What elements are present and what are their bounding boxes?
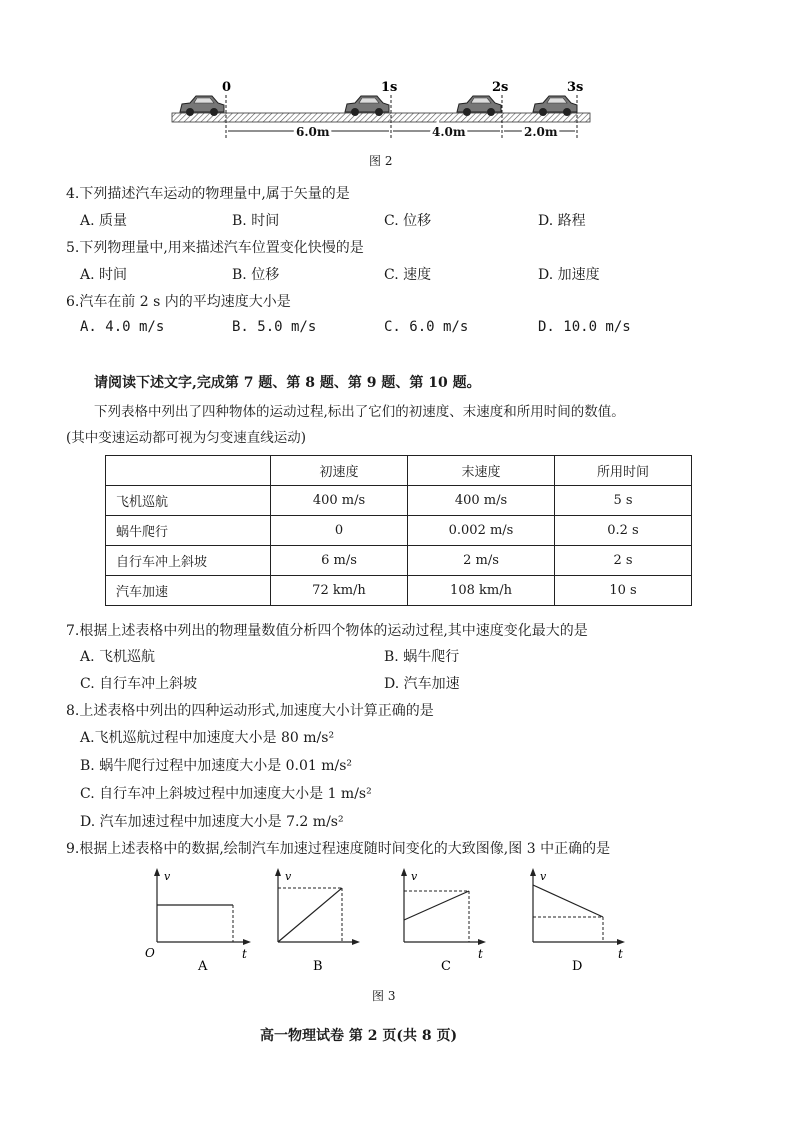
graph-c-label: C bbox=[441, 959, 451, 974]
q4-option-d[interactable]: D. 路程 bbox=[538, 213, 586, 229]
time-label-3: 3s bbox=[567, 80, 584, 95]
table-cell: 2 s bbox=[555, 546, 692, 576]
graph-c[interactable] bbox=[401, 868, 486, 974]
q6-option-c[interactable]: C. 6.0 m/s bbox=[384, 319, 469, 335]
graph-d-label: D bbox=[572, 959, 583, 974]
motion-table bbox=[105, 455, 692, 606]
q4-option-c[interactable]: C. 位移 bbox=[384, 213, 432, 229]
q8-option-c[interactable]: C. 自行车冲上斜坡过程中加速度大小是 1 m/s² bbox=[80, 786, 372, 802]
table-cell: 2 m/s bbox=[408, 546, 555, 576]
table-row bbox=[106, 516, 692, 546]
distance-label-0: 6.0m bbox=[296, 125, 330, 139]
graph-a[interactable] bbox=[145, 868, 251, 974]
q5-option-d[interactable]: D. 加速度 bbox=[538, 267, 600, 283]
reading-line-1: 下列表格中列出了四种物体的运动过程,标出了它们的初速度、末速度和所用时间的数值。 bbox=[94, 404, 625, 420]
graph-a-v-label: v bbox=[164, 870, 171, 883]
q8-option-a[interactable]: A.飞机巡航过程中加速度大小是 80 m/s² bbox=[80, 730, 335, 746]
q5-option-a[interactable]: A. 时间 bbox=[80, 267, 128, 283]
table-cell: 10 s bbox=[555, 576, 692, 606]
graph-b[interactable] bbox=[275, 868, 360, 974]
graph-d-t-label: t bbox=[618, 947, 623, 961]
table-cell: 蜗牛爬行 bbox=[106, 516, 271, 546]
q8-stem: 8.上述表格中列出的四种运动形式,加速度大小计算正确的是 bbox=[66, 703, 434, 719]
q7-option-a[interactable]: A. 飞机巡航 bbox=[80, 649, 156, 665]
reading-line-2: (其中变速运动都可视为匀变速直线运动) bbox=[66, 430, 307, 446]
table-row bbox=[106, 576, 692, 606]
figure-3 bbox=[0, 860, 794, 980]
q5-option-c[interactable]: C. 速度 bbox=[384, 267, 432, 283]
time-label-1: 1s bbox=[381, 80, 398, 95]
graph-d-v-label: v bbox=[540, 870, 547, 883]
q4-option-b[interactable]: B. 时间 bbox=[232, 213, 280, 229]
graph-a-t-label: t bbox=[242, 947, 247, 961]
table-cell: 0.2 s bbox=[555, 516, 692, 546]
q7-stem: 7.根据上述表格中列出的物理量数值分析四个物体的运动过程,其中速度变化最大的是 bbox=[66, 623, 588, 639]
table-cell: 108 km/h bbox=[408, 576, 555, 606]
table-row bbox=[106, 546, 692, 576]
figure-3-caption: 图 3 bbox=[372, 989, 396, 1003]
graph-a-origin: O bbox=[145, 946, 155, 960]
reading-heading: 请阅读下述文字,完成第 7 题、第 8 题、第 9 题、第 10 题。 bbox=[94, 375, 481, 391]
distance-label-2: 2.0m bbox=[524, 125, 558, 139]
table-cell: 飞机巡航 bbox=[106, 486, 271, 516]
table-cell: 0 bbox=[271, 516, 408, 546]
q6-stem: 6.汽车在前 2 s 内的平均速度大小是 bbox=[66, 294, 291, 310]
q8-option-d[interactable]: D. 汽车加速过程中加速度大小是 7.2 m/s² bbox=[80, 814, 344, 830]
figure-2-caption: 图 2 bbox=[369, 154, 393, 168]
graph-b-label: B bbox=[313, 959, 323, 974]
q7-option-c[interactable]: C. 自行车冲上斜坡 bbox=[80, 676, 198, 692]
table-cell: 5 s bbox=[555, 486, 692, 516]
table-header-cell: 末速度 bbox=[408, 456, 555, 486]
table-cell: 汽车加速 bbox=[106, 576, 271, 606]
graph-c-v-label: v bbox=[411, 870, 418, 883]
table-cell: 0.002 m/s bbox=[408, 516, 555, 546]
q4-option-a[interactable]: A. 质量 bbox=[80, 213, 128, 229]
table-row bbox=[106, 486, 692, 516]
q8-option-b[interactable]: B. 蜗牛爬行过程中加速度大小是 0.01 m/s² bbox=[80, 758, 353, 774]
q4-stem: 4.下列描述汽车运动的物理量中,属于矢量的是 bbox=[66, 186, 350, 202]
graph-b-v-label: v bbox=[285, 870, 292, 883]
q6-option-a[interactable]: A. 4.0 m/s bbox=[80, 319, 165, 335]
table-cell: 400 m/s bbox=[408, 486, 555, 516]
graph-d[interactable] bbox=[530, 868, 625, 974]
table-header-cell bbox=[106, 456, 271, 486]
q7-option-d[interactable]: D. 汽车加速 bbox=[384, 676, 460, 692]
table-header-cell: 初速度 bbox=[271, 456, 408, 486]
q6-option-b[interactable]: B. 5.0 m/s bbox=[232, 319, 317, 335]
time-label-0: 0 bbox=[222, 80, 232, 95]
time-label-2: 2s bbox=[492, 80, 509, 95]
table-cell: 72 km/h bbox=[271, 576, 408, 606]
table-header-row bbox=[106, 456, 692, 486]
page-footer: 高一物理试卷 第 2 页(共 8 页) bbox=[260, 1028, 458, 1044]
q7-option-b[interactable]: B. 蜗牛爬行 bbox=[384, 649, 460, 665]
q5-option-b[interactable]: B. 位移 bbox=[232, 267, 280, 283]
table-cell: 6 m/s bbox=[271, 546, 408, 576]
distance-label-1: 4.0m bbox=[432, 125, 466, 139]
graph-c-t-label: t bbox=[478, 947, 483, 961]
table-cell: 自行车冲上斜坡 bbox=[106, 546, 271, 576]
table-cell: 400 m/s bbox=[271, 486, 408, 516]
graph-a-label: A bbox=[198, 959, 208, 974]
q5-stem: 5.下列物理量中,用来描述汽车位置变化快慢的是 bbox=[66, 240, 364, 256]
figure-2 bbox=[0, 0, 794, 160]
q9-stem: 9.根据上述表格中的数据,绘制汽车加速过程速度随时间变化的大致图像,图 3 中正确的是 bbox=[66, 841, 611, 857]
table-header-cell: 所用时间 bbox=[555, 456, 692, 486]
q6-option-d[interactable]: D. 10.0 m/s bbox=[538, 319, 631, 335]
